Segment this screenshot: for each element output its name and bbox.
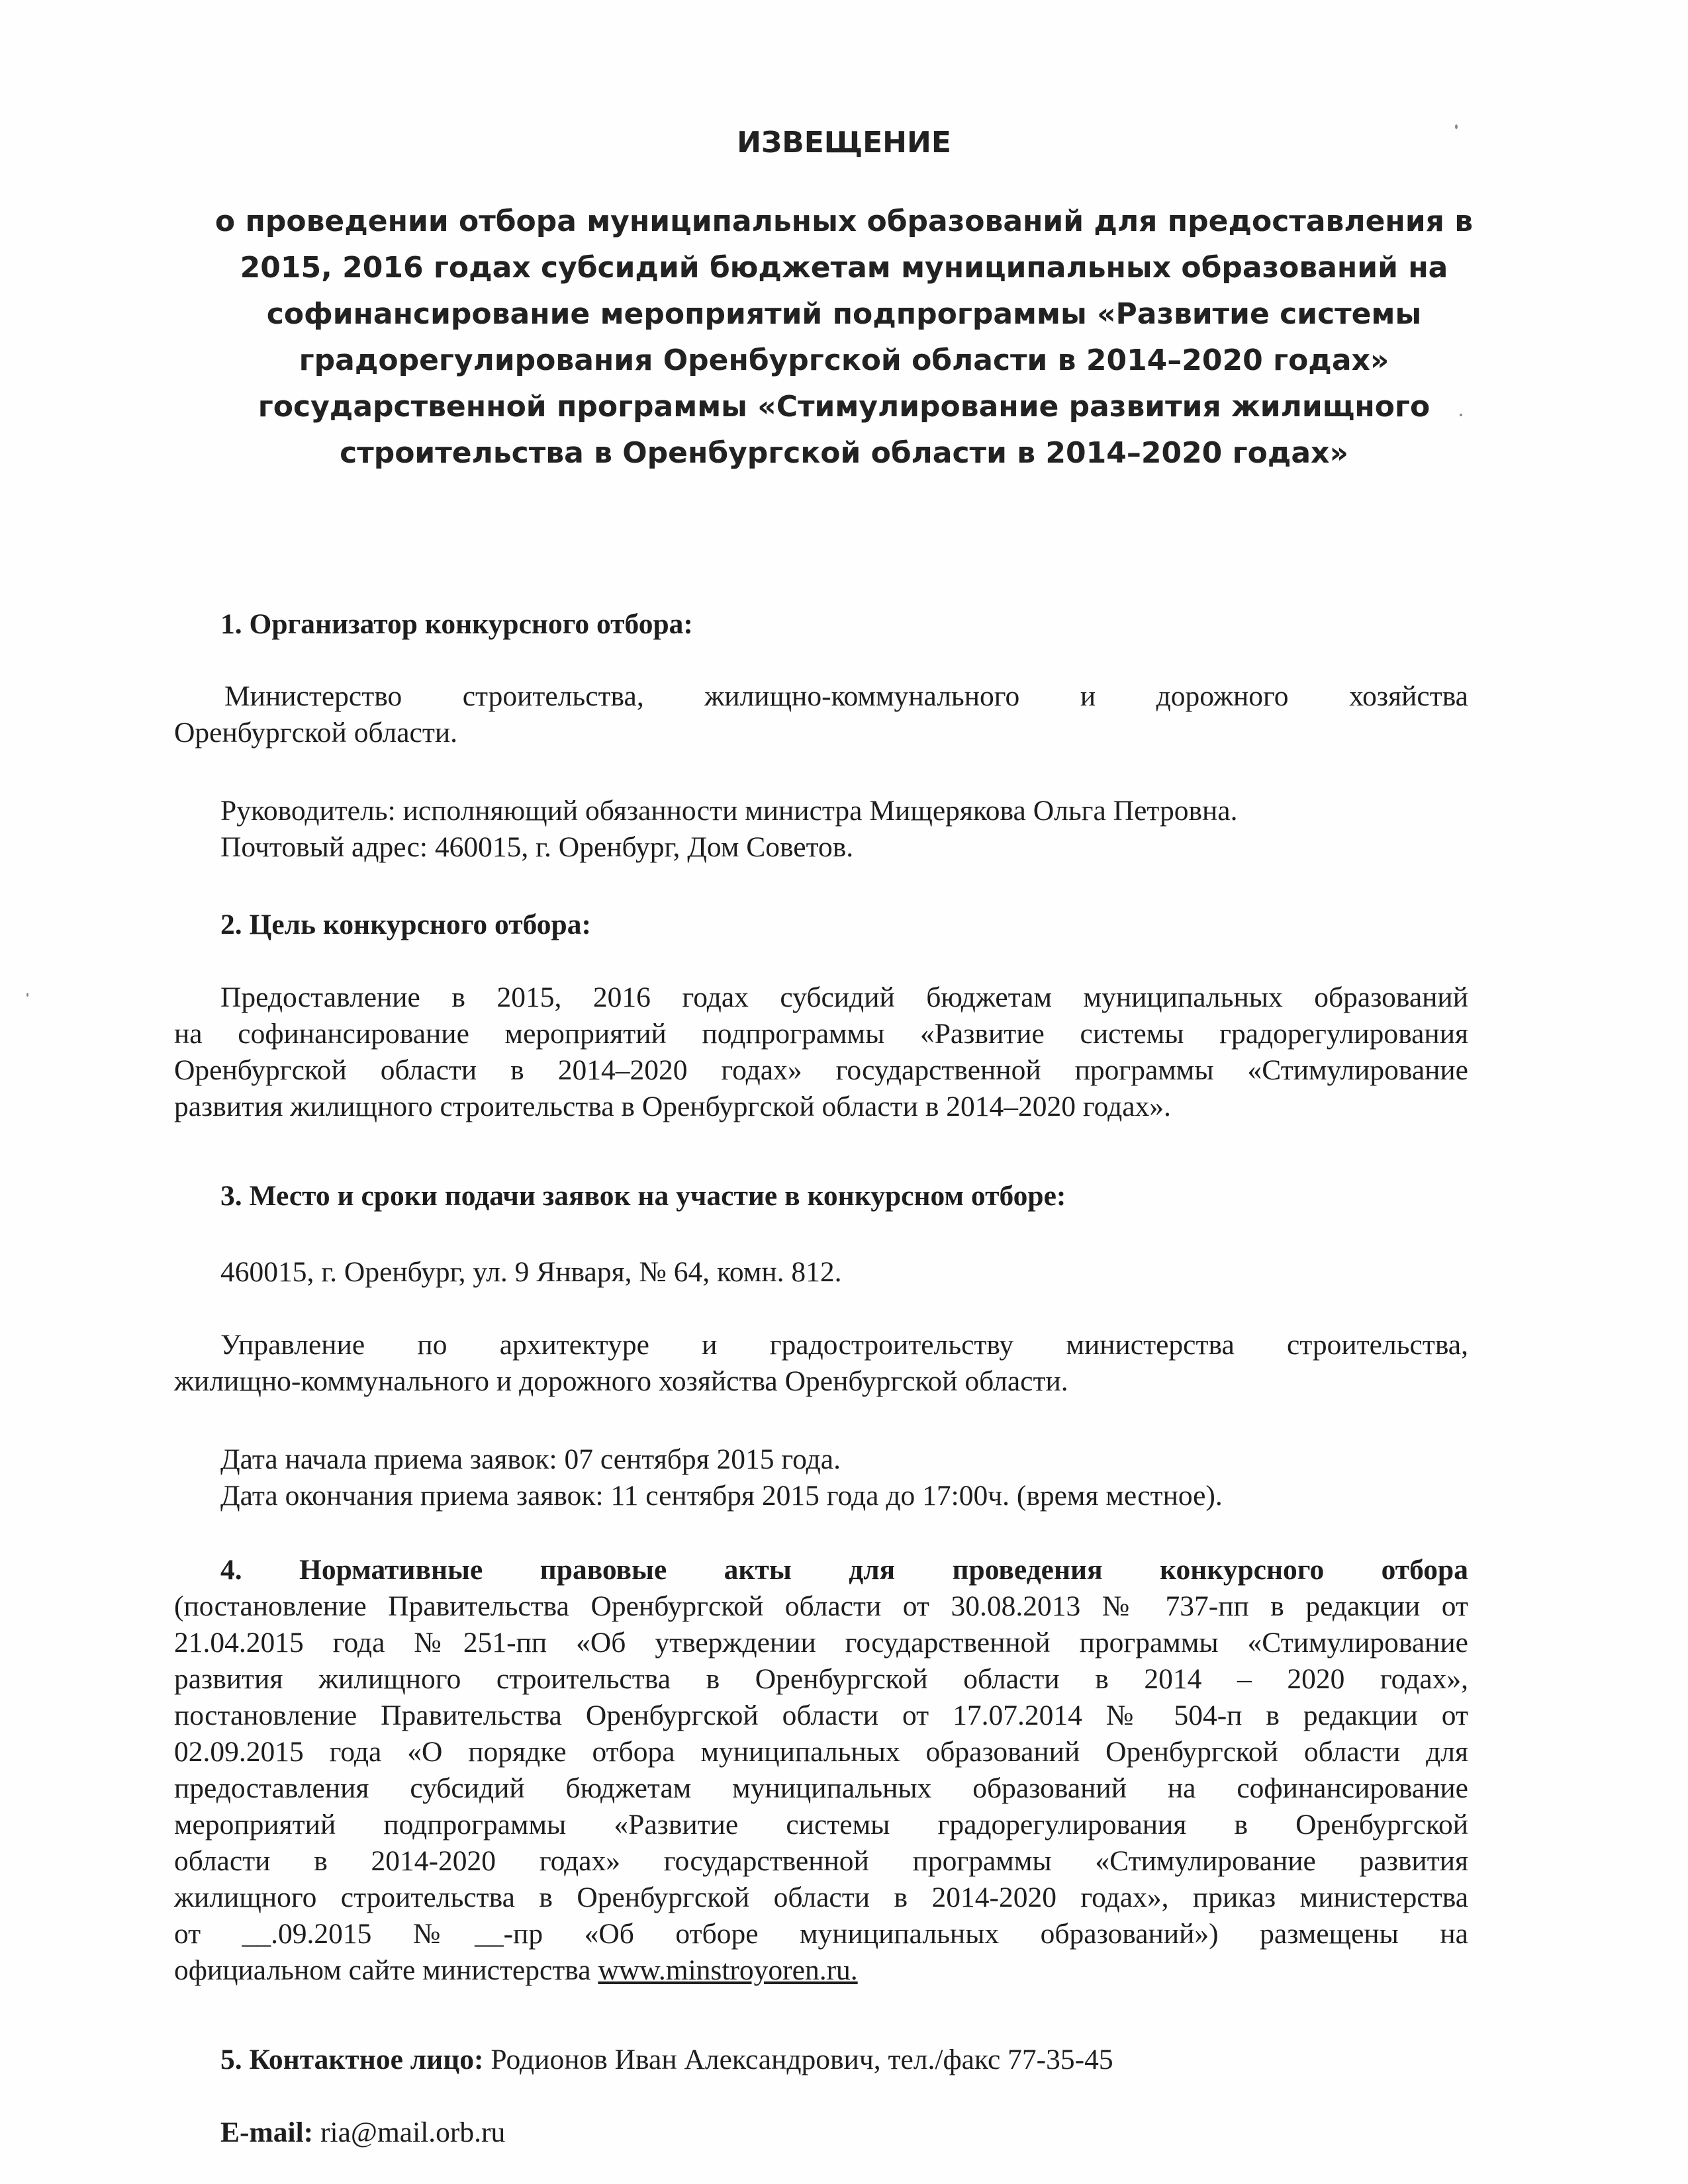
subtitle-line: о проведении отбора муниципальных образований для предоставления в (214, 205, 1474, 238)
email-label: E-mail: (220, 2116, 314, 2148)
acts-line: 02.09.2015 года «О порядке отбора муниципальных образований Оренбургской области для (174, 1736, 1468, 1768)
section-1-address: Почтовый адрес: 460015, г. Оренбург, Дом Советов. (220, 831, 854, 863)
acts-last-line-text: официальном сайте министерства (174, 1954, 598, 1986)
acts-line: (постановление Правительства Оренбургской области от 30.08.2013 № 737-пп в редакции от (174, 1590, 1468, 1622)
subtitle-line: софинансирование мероприятий подпрограммы «Развитие системы (266, 297, 1422, 331)
department-line: Управление по архитектуре и градостроительству министерства строительства, (220, 1329, 1468, 1361)
contact-label: 5. Контактное лицо: (220, 2044, 484, 2075)
subtitle-line: 2015, 2016 годах субсидий бюджетам муниципальных образований на (240, 251, 1448, 285)
goal-line: на софинансирование мероприятий подпрограммы «Развитие системы градорегулирования (174, 1018, 1468, 1050)
ministry-website-link[interactable]: www.minstroyoren.ru. (598, 1954, 858, 1986)
section-5-contact (174, 2042, 1515, 2078)
department-line: жилищно-коммунального и дорожного хозяйства Оренбургской области. (174, 1365, 1068, 1397)
start-date: Дата начала приема заявок: 07 сентября 2015 года. (220, 1443, 841, 1475)
section-2-heading: 2. Цель конкурсного отбора: (220, 909, 591, 940)
acts-line: развития жилищного строительства в Оренбургской области в 2014 – 2020 годах», (174, 1663, 1468, 1695)
email-value[interactable]: ria@mail.orb.ru (313, 2116, 506, 2148)
section-3-address: 460015, г. Оренбург, ул. 9 Января, № 64, комн. 812. (220, 1256, 842, 1288)
acts-line: от __.09.2015 №__-пр «Об отборе муниципальных образований») размещены на (174, 1918, 1468, 1950)
section-4-heading: 4. Нормативные правовые акты для проведения конкурсного отбора (220, 1554, 1468, 1586)
acts-last-line (174, 1952, 1468, 1989)
acts-line: области в 2014-2020 годах» государственной программы «Стимулирование развития (174, 1845, 1468, 1877)
section-1-organizer (174, 678, 1468, 751)
goal-line: развития жилищного строительства в Оренбургской области в 2014–2020 годах». (174, 1091, 1171, 1122)
document-subtitle (172, 199, 1516, 477)
section-2-text (174, 979, 1468, 1125)
section-1-head: Руководитель: исполняющий обязанности министра Мищерякова Ольга Петровна. (220, 795, 1238, 827)
section-3-heading: 3. Место и сроки подачи заявок на участие в конкурсном отборе: (220, 1180, 1066, 1212)
document-title: ИЗВЕЩЕНИЕ (737, 126, 951, 159)
email-line (174, 2115, 1515, 2151)
section-3-department (174, 1327, 1468, 1400)
goal-line: Оренбургской области в 2014–2020 годах» государственной программы «Стимулирование (174, 1054, 1468, 1086)
subtitle-line: строительства в Оренбургской области в 2014–2020 годах» (340, 436, 1348, 470)
subtitle-line: градорегулирования Оренбургской области в 2014–2020 годах» (299, 343, 1389, 377)
scan-speck (1455, 124, 1458, 129)
end-date: Дата окончания приема заявок: 11 сентября 2015 года до 17:00ч. (время местное). (220, 1480, 1223, 1512)
acts-line: постановление Правительства Оренбургской области от 17.07.2014 № 504-п в редакции от (174, 1700, 1468, 1731)
contact-value: Родионов Иван Александрович, тел./факс 77-35-45 (483, 2044, 1113, 2075)
acts-line: мероприятий подпрограммы «Развитие системы градорегулирования в Оренбургской (174, 1809, 1468, 1841)
scan-speck (1460, 414, 1462, 416)
goal-line: Предоставление в 2015, 2016 годах субсидий бюджетам муниципальных образований (220, 981, 1468, 1013)
section-4 (174, 1552, 1468, 1989)
subtitle-line: государственной программы «Стимулирование развития жилищного (258, 390, 1430, 424)
acts-line: 21.04.2015 года №251-пп «Об утверждении государственной программы «Стимулирование (174, 1627, 1468, 1659)
organizer-line: Министерство строительства, жилищно-коммунального и дорожного хозяйства (224, 680, 1468, 712)
section-1-heading: 1. Организатор конкурсного отбора: (220, 608, 693, 640)
scan-speck (26, 993, 28, 997)
acts-line: жилищного строительства в Оренбургской области в 2014-2020 годах», приказ министерства (174, 1882, 1468, 1913)
acts-line: предоставления субсидий бюджетам муниципальных образований на софинансирование (174, 1772, 1468, 1804)
organizer-line: Оренбургской области. (174, 717, 457, 749)
